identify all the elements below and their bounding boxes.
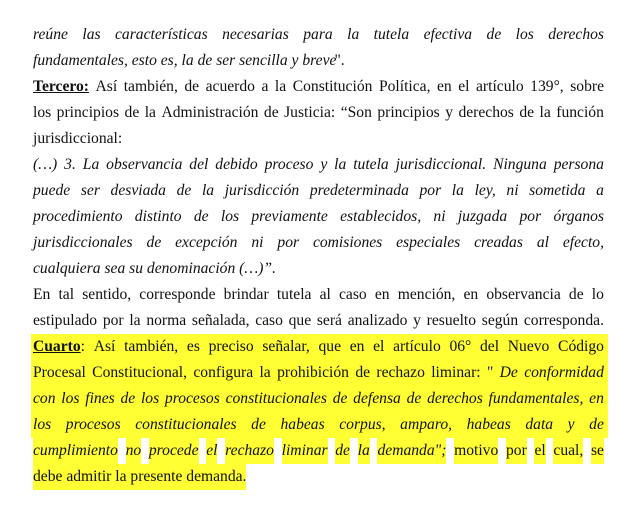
text-word: ni (506, 182, 519, 199)
text-word: observancia (106, 156, 183, 173)
text-word: necesarias (222, 26, 289, 43)
text-word: los (33, 416, 52, 433)
text-word: especiales (396, 234, 461, 251)
text-word: es (186, 338, 200, 355)
text-word: por (102, 312, 124, 329)
text-word: juzgada (457, 208, 508, 225)
text-word: ley, (474, 182, 496, 199)
text-word: será (316, 312, 342, 329)
text-word: a (596, 182, 604, 199)
text-word: proceso (264, 156, 314, 173)
text-word: fundamentales, (488, 390, 584, 407)
text-word: no (126, 438, 142, 464)
text-line (33, 308, 604, 334)
text-word: prohibición (277, 364, 349, 381)
text-word: procesos (164, 390, 220, 407)
text-word: del (189, 156, 209, 173)
text-word: establecidos, (340, 208, 422, 225)
text-word: y (320, 156, 328, 173)
text-word: el (534, 438, 545, 464)
text-word: cumplimiento (33, 438, 118, 464)
text-word: corresponde (139, 286, 216, 303)
text-word: procede (149, 438, 199, 464)
text-word: la (274, 78, 287, 95)
text-word: 3. (64, 156, 76, 173)
text-word: fundamentales, esto es, la de ser sencilla y breve (33, 52, 337, 69)
text-word: sobre (570, 78, 604, 95)
text-word: ni (433, 208, 446, 225)
text-word: : (80, 338, 85, 355)
text-word: con (33, 390, 56, 407)
text-line (33, 22, 604, 48)
text-word: en (374, 286, 390, 303)
text-word: procedimiento (33, 208, 123, 225)
text-word: tutela (276, 286, 312, 303)
text-word: artículo (393, 338, 441, 355)
text-word: tutela (353, 156, 389, 173)
text-line (33, 256, 604, 282)
text-word: señalada, (191, 312, 250, 329)
text-line (33, 282, 604, 308)
text-line (31, 334, 608, 360)
text-word: de (124, 104, 140, 121)
text-line (31, 360, 608, 386)
text-word: mención, (397, 286, 456, 303)
text-word: Constitución (292, 78, 373, 95)
text-word: excepción (175, 234, 238, 251)
text-word: y (413, 312, 421, 329)
section-heading: Cuarto (33, 338, 81, 355)
text-word: caso (339, 286, 367, 303)
text-word: configura (193, 364, 254, 381)
text-word: creadas (474, 234, 523, 251)
text-word: de (355, 364, 371, 381)
text-word: jurisdiccional. (395, 156, 487, 173)
text-word: caso (255, 312, 283, 329)
text-word: corpus, (339, 416, 386, 433)
text-word: Nuevo (507, 338, 550, 355)
text-word: 139°, (530, 78, 564, 95)
text-line (33, 126, 604, 152)
text-line (33, 464, 604, 490)
text-word: en (349, 338, 365, 355)
text-word: los (140, 390, 160, 407)
text-word: brindar (223, 286, 269, 303)
text-line (31, 386, 608, 412)
text-word: constitucionales (225, 390, 327, 407)
text-word: cualquiera sea su denominación (…)”. (33, 260, 276, 277)
text-word: por (277, 234, 300, 251)
text-word: (…) (33, 156, 58, 173)
text-word: ser (80, 182, 100, 199)
text-word: de (184, 78, 200, 95)
text-word: la (358, 438, 370, 464)
text-word: la (539, 104, 551, 121)
text-word: Justicia: (284, 104, 336, 121)
text-word: que (318, 338, 342, 355)
text-word: de (263, 104, 279, 121)
text-word: los (220, 208, 240, 225)
text-word: también, (124, 338, 179, 355)
text-word: función (556, 104, 604, 121)
text-word: de (406, 390, 422, 407)
text-word: por (519, 208, 542, 225)
text-line (33, 204, 604, 230)
text-word: de (332, 390, 348, 407)
text-word: amparo, (400, 416, 453, 433)
text-word: Código (558, 338, 604, 355)
text-word: principios (377, 104, 440, 121)
text-word: fines (85, 390, 115, 407)
text-word: el (373, 338, 385, 355)
text-word: efectiva (423, 26, 473, 43)
text-word: jurisdiccional: (33, 130, 123, 147)
text-word: motivo (454, 438, 498, 464)
text-word: artículo (476, 78, 524, 95)
text-word: distinto (134, 208, 182, 225)
text-word: jurisdiccionales (33, 234, 133, 251)
text-word: acuerdo (205, 78, 255, 95)
text-word: según (481, 312, 519, 329)
text-word: la (259, 364, 271, 381)
text-word: puede (33, 182, 71, 199)
text-word: también, (123, 78, 178, 95)
text-word: “Son (340, 104, 372, 121)
text-word: ". (334, 52, 345, 69)
text-word: de (176, 182, 192, 199)
text-word: Así (93, 338, 116, 355)
text-word: cual, (553, 438, 583, 464)
text-word: el (206, 438, 217, 464)
text-word: de (251, 416, 266, 433)
text-word: las (82, 26, 101, 43)
text-word: para (303, 26, 333, 43)
text-word: resuelto (426, 312, 477, 329)
text-word: Procesal (33, 364, 86, 381)
text-word: de (120, 390, 136, 407)
text-word: derechos (548, 26, 604, 43)
text-word: desviada (110, 182, 166, 199)
text-word: Administración (161, 104, 259, 121)
text-word: sometida (529, 182, 586, 199)
text-line (33, 152, 604, 178)
text-word: la (144, 104, 156, 121)
text-word: habeas (280, 416, 325, 433)
text-word: habeas (466, 416, 511, 433)
text-word: De (499, 364, 518, 381)
text-word: a (261, 78, 269, 95)
text-word: La (82, 156, 100, 173)
text-line (31, 412, 608, 438)
text-word: principios (56, 104, 120, 121)
text-word: lo (591, 286, 604, 303)
text-word: procesos (65, 416, 121, 433)
text-word: Ninguna (493, 156, 547, 173)
text-word: preciso (208, 338, 254, 355)
text-word: la (334, 156, 347, 173)
text-word: los (33, 104, 52, 121)
text-word: rechazo (225, 438, 274, 464)
text-word: tal (58, 286, 75, 303)
text-word: estipulado (33, 312, 98, 329)
text-word: en (437, 78, 452, 95)
text-word: Así (95, 78, 118, 95)
text-word: del (480, 338, 500, 355)
text-word: de (146, 234, 162, 251)
text-word: Política, (378, 78, 431, 95)
text-word: corresponda. (523, 312, 604, 329)
text-word: analizado (347, 312, 408, 329)
text-word: ni (251, 234, 264, 251)
text-word: la (201, 182, 215, 199)
text-word: por (419, 182, 442, 199)
text-word: previamente (251, 208, 328, 225)
text-word: data (525, 416, 554, 433)
text-word: norma (146, 312, 187, 329)
text-line (33, 48, 604, 74)
text-word: reúne (33, 26, 68, 43)
section-heading: Tercero: (33, 78, 90, 95)
text-word: señalar, (262, 338, 310, 355)
text-word: conformidad (524, 364, 604, 381)
text-word: liminar (282, 438, 328, 464)
text-word: liminar: (431, 364, 481, 381)
text-line (33, 438, 604, 464)
text-word: órganos (553, 208, 604, 225)
text-word: debido (215, 156, 258, 173)
text-word: y (445, 104, 453, 121)
text-word: efecto, (562, 234, 604, 251)
text-word: demanda"; (377, 438, 446, 464)
text-word: de (519, 104, 535, 121)
text-word: predeterminada (309, 182, 409, 199)
text-word: " (486, 364, 494, 381)
text-word: persona (553, 156, 604, 173)
text-word: constitucionales (135, 416, 237, 433)
text-word: de (193, 208, 209, 225)
text-word: sentido, (82, 286, 132, 303)
text-word: En (33, 286, 51, 303)
text-word: y (567, 416, 575, 433)
text-word: al (319, 286, 331, 303)
text-word: jurisdicción (224, 182, 300, 199)
text-word: de (486, 26, 502, 43)
text-word: comisiones (312, 234, 383, 251)
text-line (33, 74, 604, 100)
text-word: al (536, 234, 549, 251)
text-word: debe admitir la presente demanda. (33, 464, 246, 490)
text-word: la (451, 182, 464, 199)
text-word-group (33, 334, 85, 360)
text-word: Constitucional, (92, 364, 188, 381)
text-word: se (591, 438, 604, 464)
text-line (33, 100, 604, 126)
text-word: el (458, 78, 470, 95)
text-word: los (61, 390, 80, 407)
text-word: de (335, 438, 350, 464)
text-word: derechos (458, 104, 514, 121)
text-word: de (589, 416, 604, 433)
text-word: derechos (427, 390, 483, 407)
text-line (33, 230, 604, 256)
text-word: rechazo (376, 364, 425, 381)
text-word: la (347, 26, 360, 43)
text-word: los (515, 26, 534, 43)
text-word: en (463, 286, 479, 303)
text-word: defensa (353, 390, 401, 407)
text-word: 06° (449, 338, 472, 355)
text-word: tutela (373, 26, 410, 43)
text-line (33, 178, 604, 204)
text-word: la (129, 312, 141, 329)
text-word: en (589, 390, 604, 407)
text-word: por (506, 438, 527, 464)
text-word: que (288, 312, 312, 329)
text-word: observancia (486, 286, 561, 303)
text-word: de (568, 286, 584, 303)
text-word: características (114, 26, 208, 43)
